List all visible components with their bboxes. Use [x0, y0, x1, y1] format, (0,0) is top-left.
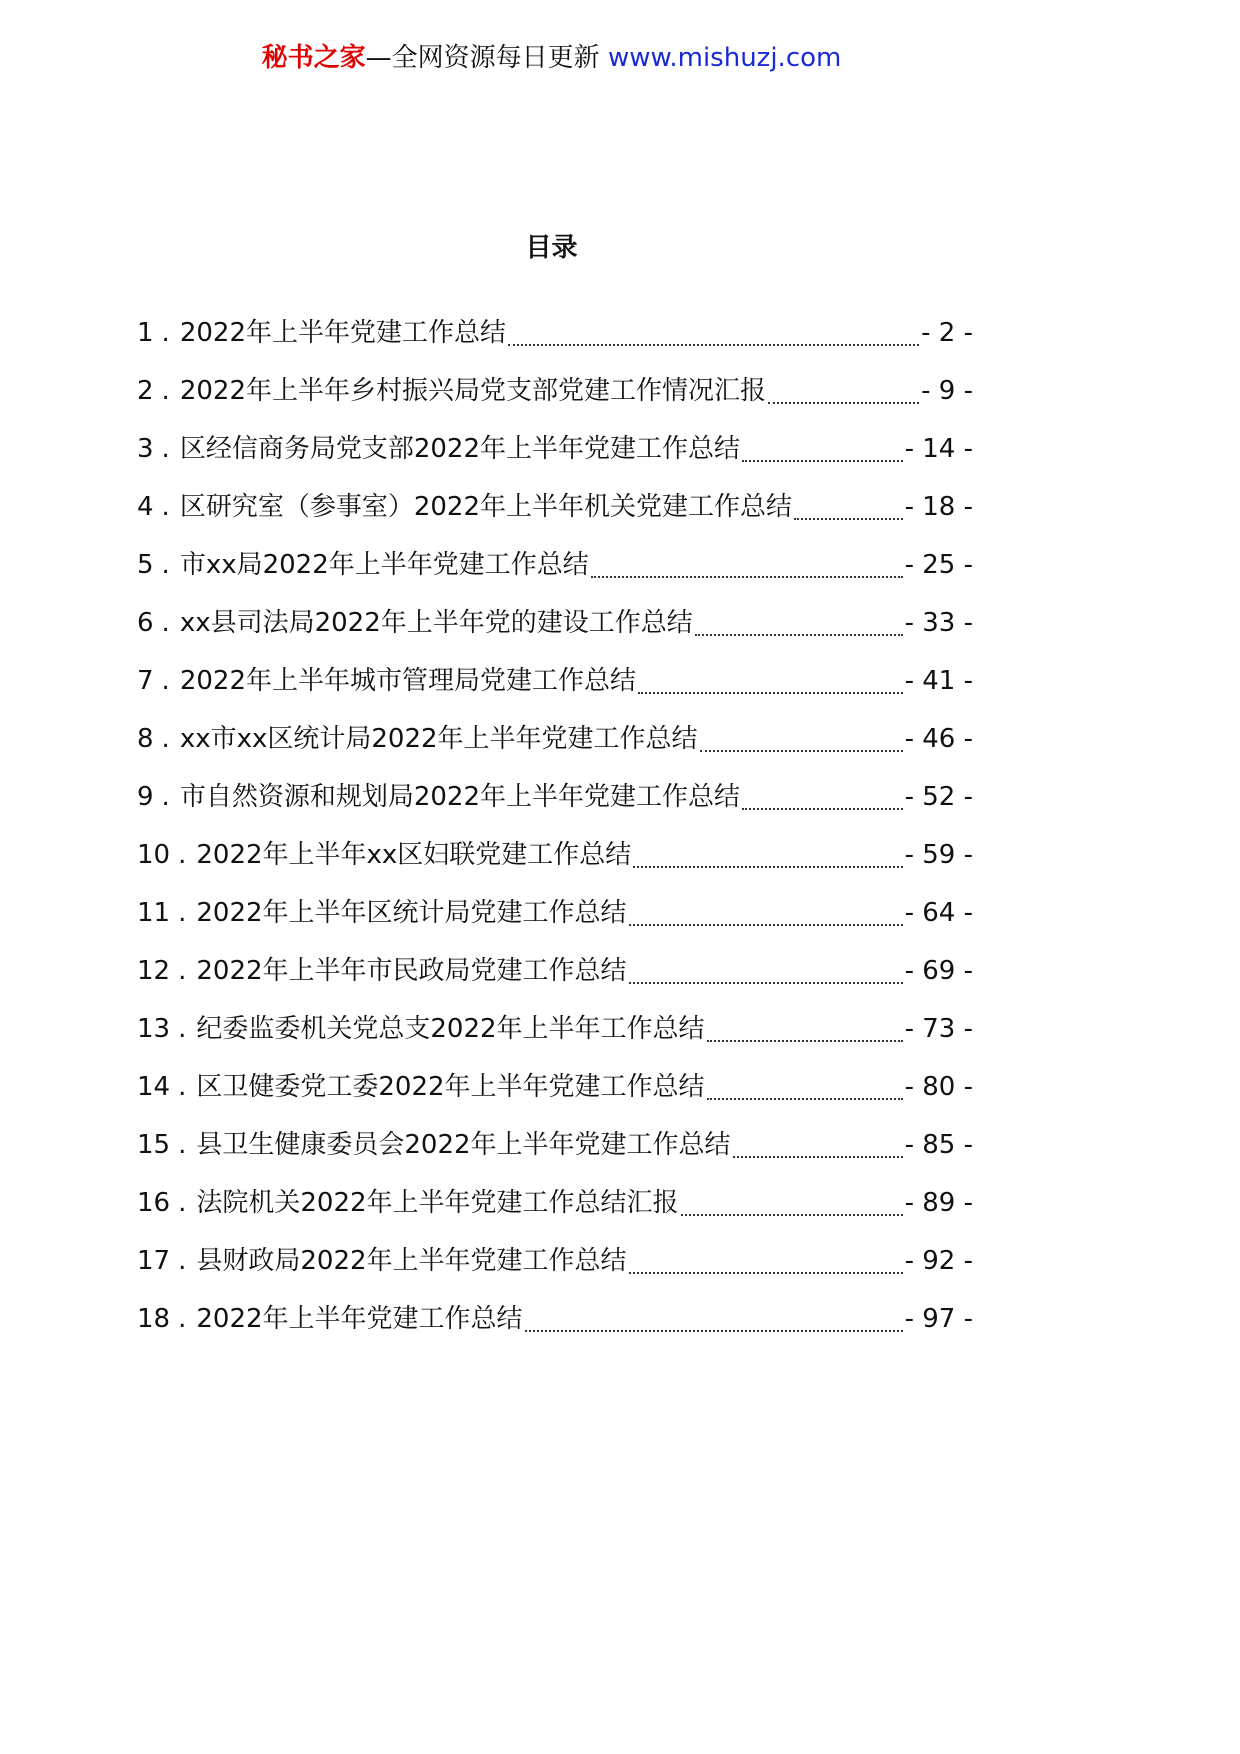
- toc-entry-number: 17: [137, 1246, 171, 1276]
- table-of-contents: [137, 310, 973, 1354]
- toc-dot-leader: [766, 368, 921, 426]
- toc-entry[interactable]: [137, 600, 973, 658]
- toc-entry-number: 6: [137, 608, 154, 638]
- toc-entry-number: 4: [137, 492, 154, 522]
- toc-entry-title: 2022年上半年xx区妇联党建工作总结: [196, 840, 632, 870]
- toc-entry[interactable]: [137, 368, 973, 426]
- toc-entry-separator: .: [178, 840, 187, 870]
- toc-entry-title: 区卫健委党工委2022年上半年党建工作总结: [196, 1072, 705, 1102]
- toc-entry-separator: .: [178, 1014, 187, 1044]
- toc-entry-number: 12: [137, 956, 171, 986]
- toc-entry-title: 市xx局2022年上半年党建工作总结: [179, 550, 589, 580]
- toc-entry-title: 法院机关2022年上半年党建工作总结汇报: [196, 1188, 679, 1218]
- toc-dot-leader: [740, 774, 905, 832]
- toc-dot-leader: [506, 310, 921, 368]
- toc-entry-title: 2022年上半年乡村振兴局党支部党建工作情况汇报: [179, 376, 766, 406]
- toc-dot-leader: [627, 948, 905, 1006]
- toc-entry[interactable]: [137, 1122, 973, 1180]
- toc-entry-page-number: - 25 -: [904, 550, 973, 580]
- toc-dot-leader: [627, 1238, 905, 1296]
- toc-dot-leader: [631, 832, 904, 890]
- toc-entry[interactable]: [137, 1006, 973, 1064]
- toc-dot-leader: [740, 426, 905, 484]
- toc-entry[interactable]: [137, 1296, 973, 1354]
- toc-entry[interactable]: [137, 1238, 973, 1296]
- brand-name: 秘书之家: [261, 43, 366, 73]
- toc-entry[interactable]: [137, 542, 973, 600]
- toc-entry-separator: .: [178, 1304, 187, 1334]
- toc-dot-leader: [589, 542, 905, 600]
- toc-entry[interactable]: [137, 716, 973, 774]
- header-tagline: —全网资源每日更新: [365, 43, 600, 73]
- toc-dot-leader: [636, 658, 905, 716]
- toc-dot-leader: [792, 484, 905, 542]
- toc-entry[interactable]: [137, 1064, 973, 1122]
- toc-dot-leader: [731, 1122, 905, 1180]
- toc-entry-number: 1: [137, 318, 154, 348]
- toc-entry-title: 县财政局2022年上半年党建工作总结: [196, 1246, 627, 1276]
- site-header: [0, 38, 1103, 78]
- toc-entry-title: 区研究室（参事室）2022年上半年机关党建工作总结: [179, 492, 792, 522]
- toc-entry-separator: .: [161, 434, 170, 464]
- toc-entry-page-number: - 9 -: [921, 376, 973, 406]
- toc-entry-separator: .: [161, 492, 170, 522]
- toc-entry-page-number: - 33 -: [904, 608, 973, 638]
- toc-dot-leader: [705, 1064, 905, 1122]
- toc-entry-separator: .: [161, 608, 170, 638]
- toc-entry-number: 2: [137, 376, 154, 406]
- toc-entry-page-number: - 2 -: [921, 318, 973, 348]
- toc-entry-number: 18: [137, 1304, 171, 1334]
- toc-entry-separator: .: [178, 1188, 187, 1218]
- toc-entry-page-number: - 59 -: [904, 840, 973, 870]
- toc-dot-leader: [693, 600, 905, 658]
- toc-entry-page-number: - 92 -: [904, 1246, 973, 1276]
- toc-entry-page-number: - 64 -: [904, 898, 973, 928]
- toc-entry[interactable]: [137, 774, 973, 832]
- toc-entry-number: 11: [137, 898, 171, 928]
- toc-entry-page-number: - 14 -: [904, 434, 973, 464]
- toc-entry-number: 8: [137, 724, 154, 754]
- toc-entry-separator: .: [178, 1130, 187, 1160]
- toc-entry[interactable]: [137, 832, 973, 890]
- toc-entry[interactable]: [137, 310, 973, 368]
- toc-entry-number: 16: [137, 1188, 171, 1218]
- toc-entry-separator: .: [161, 550, 170, 580]
- toc-entry-separator: .: [178, 1072, 187, 1102]
- toc-entry-title: 区经信商务局党支部2022年上半年党建工作总结: [179, 434, 740, 464]
- toc-entry-page-number: - 89 -: [904, 1188, 973, 1218]
- toc-entry-separator: .: [161, 666, 170, 696]
- toc-entry-separator: .: [161, 782, 170, 812]
- toc-entry-page-number: - 18 -: [904, 492, 973, 522]
- toc-entry-title: 2022年上半年党建工作总结: [196, 1304, 523, 1334]
- toc-entry-separator: .: [161, 724, 170, 754]
- toc-entry-title: 2022年上半年市民政局党建工作总结: [196, 956, 627, 986]
- toc-entry-page-number: - 52 -: [904, 782, 973, 812]
- toc-entry-separator: .: [178, 898, 187, 928]
- toc-entry-number: 15: [137, 1130, 171, 1160]
- site-url-link[interactable]: www.mishuzj.com: [607, 43, 842, 73]
- toc-dot-leader: [698, 716, 905, 774]
- toc-entry-title: 2022年上半年党建工作总结: [179, 318, 506, 348]
- toc-entry-page-number: - 69 -: [904, 956, 973, 986]
- toc-entry-title: xx市xx区统计局2022年上半年党建工作总结: [179, 724, 698, 754]
- toc-entry-title: 2022年上半年区统计局党建工作总结: [196, 898, 627, 928]
- toc-entry[interactable]: [137, 426, 973, 484]
- toc-entry-number: 5: [137, 550, 154, 580]
- toc-entry-separator: .: [178, 956, 187, 986]
- toc-dot-leader: [705, 1006, 905, 1064]
- toc-entry-separator: .: [178, 1246, 187, 1276]
- toc-entry[interactable]: [137, 890, 973, 948]
- toc-entry-page-number: - 97 -: [904, 1304, 973, 1334]
- toc-entry-number: 13: [137, 1014, 171, 1044]
- toc-entry[interactable]: [137, 1180, 973, 1238]
- toc-entry[interactable]: [137, 948, 973, 1006]
- toc-entry-title: 2022年上半年城市管理局党建工作总结: [179, 666, 636, 696]
- toc-entry-separator: .: [161, 376, 170, 406]
- toc-entry-title: xx县司法局2022年上半年党的建设工作总结: [179, 608, 693, 638]
- toc-entry-page-number: - 80 -: [904, 1072, 973, 1102]
- toc-entry-number: 7: [137, 666, 154, 696]
- toc-entry[interactable]: [137, 484, 973, 542]
- toc-title: 目录: [525, 233, 578, 263]
- toc-entry-page-number: - 46 -: [904, 724, 973, 754]
- toc-entry-page-number: - 85 -: [904, 1130, 973, 1160]
- toc-entry-title: 市自然资源和规划局2022年上半年党建工作总结: [179, 782, 740, 812]
- toc-entry-page-number: - 73 -: [904, 1014, 973, 1044]
- toc-entry-separator: .: [161, 318, 170, 348]
- toc-entry-number: 14: [137, 1072, 171, 1102]
- toc-entry-number: 3: [137, 434, 154, 464]
- toc-dot-leader: [523, 1296, 905, 1354]
- toc-dot-leader: [627, 890, 905, 948]
- toc-dot-leader: [679, 1180, 905, 1238]
- toc-entry-number: 9: [137, 782, 154, 812]
- toc-entry[interactable]: [137, 658, 973, 716]
- toc-entry-title: 纪委监委机关党总支2022年上半年工作总结: [196, 1014, 705, 1044]
- toc-entry-number: 10: [137, 840, 171, 870]
- toc-entry-title: 县卫生健康委员会2022年上半年党建工作总结: [196, 1130, 731, 1160]
- toc-entry-page-number: - 41 -: [904, 666, 973, 696]
